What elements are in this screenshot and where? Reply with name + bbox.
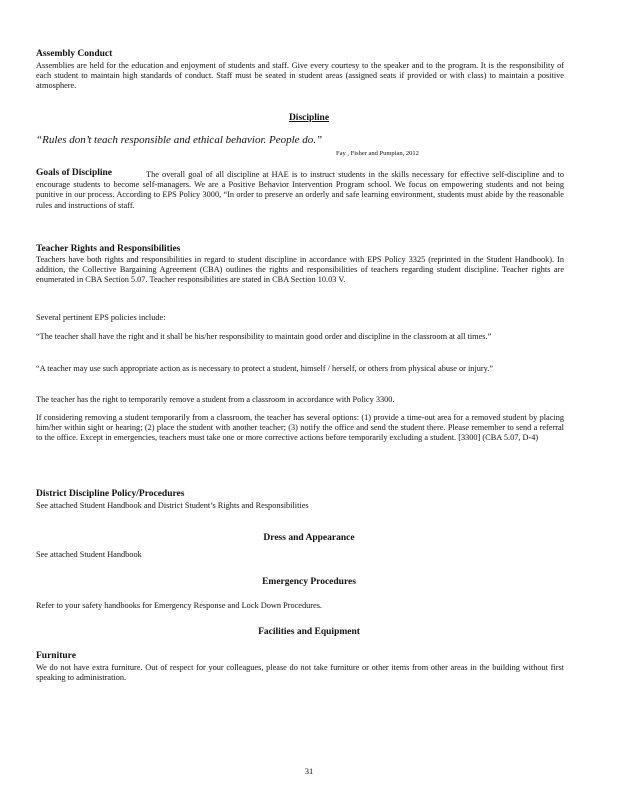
goals-paragraph: The overall goal of all discipline at HAE is to instruct students in the skills necessary for effective self-discipline and to encourage students to become self-managers. We are a Positive Behavior Intervention Program school. We focus on empowering students and not being punitive in our process. According to EPS Policy 3000, “In order to preserve an orderly and safe learning environment, students must abide by the reasonable rules and instructions of staff. <box>36 170 564 210</box>
pertinent-policies-line: Several pertinent EPS policies include: <box>36 313 166 322</box>
emergency-heading: Emergency Procedures <box>262 577 356 587</box>
dress-paragraph: See attached Student Handbook <box>36 550 142 559</box>
emergency-paragraph: Refer to your safety handbooks for Emergency Response and Lock Down Procedures. <box>36 601 323 610</box>
furniture-paragraph: We do not have extra furniture. Out of respect for your colleagues, please do not take furniture or other items from other areas in the building without first speaking to administration. <box>36 663 564 683</box>
policy-remove-line: The teacher has the right to temporarily remove a student from a classroom in accordance with Policy 3300. <box>36 395 395 404</box>
facilities-heading: Facilities and Equipment <box>258 627 360 637</box>
goals-heading: Goals of Discipline <box>36 168 113 178</box>
district-heading: District Discipline Policy/Procedures <box>36 489 185 499</box>
discipline-heading: Discipline <box>288 113 330 123</box>
discipline-quote: “Rules don’t teach responsible and ethical behavior. People do.” <box>36 134 323 146</box>
teacher-rights-heading: Teacher Rights and Responsibilities <box>36 244 181 254</box>
quote-attribution: Fay , Fisher and Pumpian, 2012 <box>336 150 419 157</box>
page-number: 31 <box>304 766 314 776</box>
policy-quote-protect: “A teacher may use such appropriate action as is necessary to protect a student, himself / herself, or others from physical abuse or injury.” <box>36 364 494 373</box>
district-paragraph: See attached Student Handbook and District Student’s Rights and Responsibilities <box>36 501 309 510</box>
assembly-heading: Assembly Conduct <box>36 49 113 59</box>
furniture-heading: Furniture <box>36 651 76 661</box>
removal-options-paragraph: If considering removing a student temporarily from a classroom, the teacher has several options: (1) provide a time-out area for a removed student by placing him/her within sight or hearing; (2) place the student with another teacher; (3) notify the office and send the student there. Please remember to send a referral to the office. Except in emergencies, teachers must take one or more corrective actions before temporarily excluding a student. [3300] (CBA 5.07, D-4) <box>36 413 564 443</box>
dress-heading: Dress and Appearance <box>263 533 355 543</box>
policy-quote-order: “The teacher shall have the right and it shall be his/her responsibility to maintain good order and discipline in the classroom at all times.” <box>36 332 492 341</box>
teacher-rights-paragraph: Teachers have both rights and responsibilities in regard to student discipline in accordance with EPS Policy 3325 (reprinted in the Student Handbook). In addition, the Collective Bargaining Agreement (CBA) outlines the rights and responsibilities of teachers regarding student discipline. Teacher rights are enumerated in CBA Section 5.07. Teacher responsibilities are stated in CBA Section 10.03 V. <box>36 255 564 285</box>
assembly-paragraph: Assemblies are held for the education and enjoyment of students and staff. Give every courtesy to the speaker and to the program. It is the responsibility of each student to maintain high standards of conduct. Staff must be seated in student areas (assigned seats if provided or with class) to maintain a positive atmosphere. <box>36 61 564 91</box>
